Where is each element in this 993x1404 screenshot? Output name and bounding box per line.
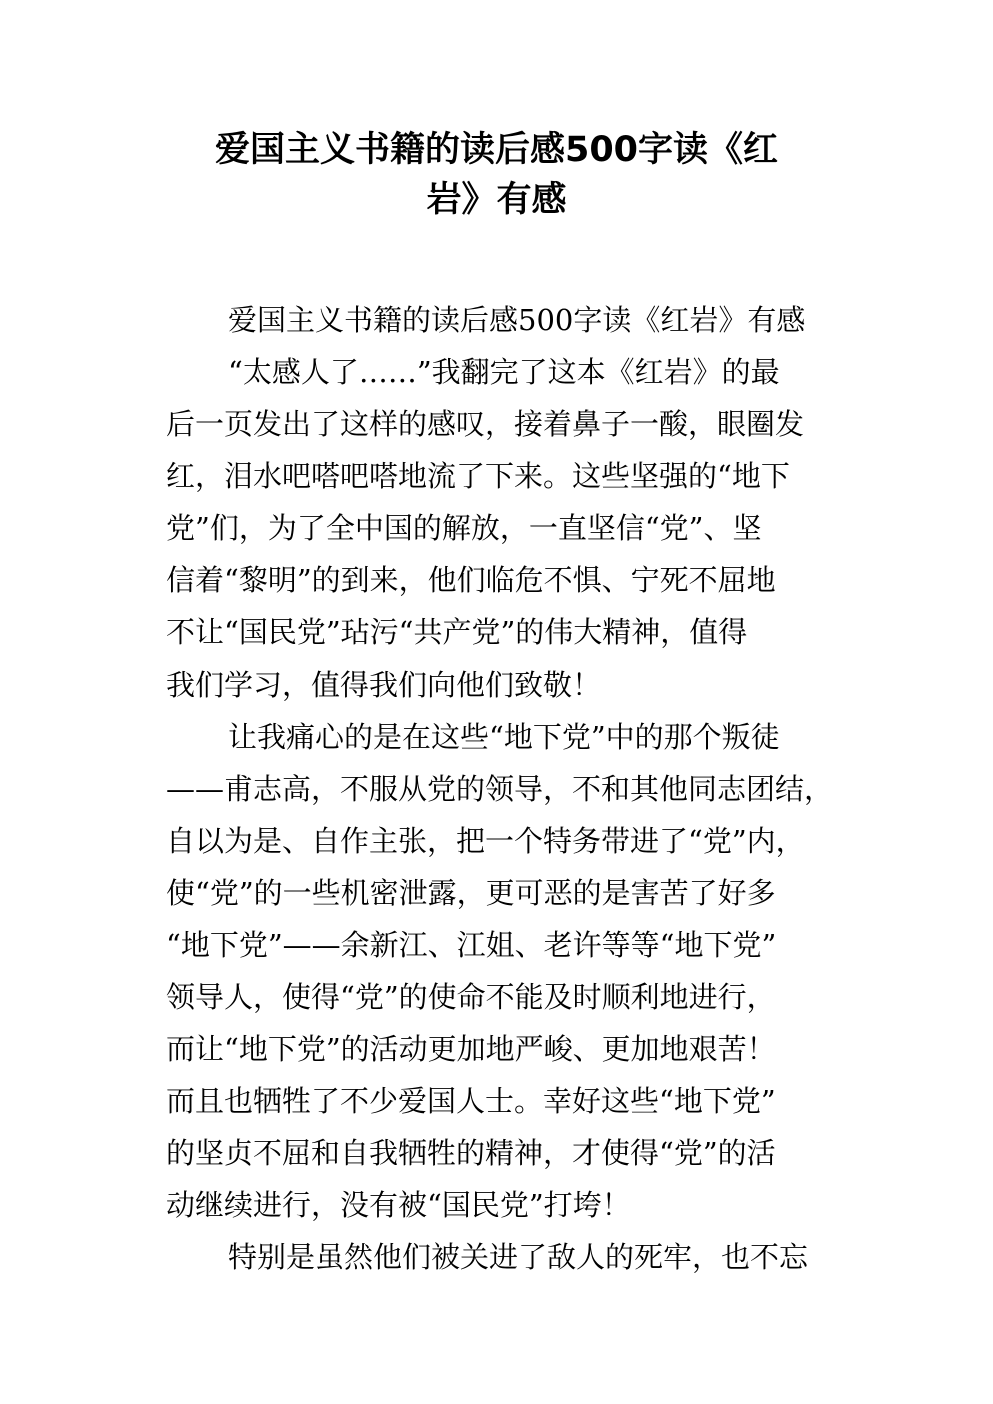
body-line: “太感人了……”我翻完了这本《红岩》的最 [228,355,780,389]
body-line: “地下党”——余新江、江姐、老许等等“地下党” [166,928,777,962]
body-line: 特别是虽然他们被关进了敌人的死牢，也不忘 [228,1240,809,1274]
body-line: ——甫志高，不服从党的领导，不和其他同志团结， [166,772,834,806]
body-line: 的坚贞不屈和自我牺牲的精神，才使得“党”的活 [166,1136,776,1170]
body-line: 后一页发出了这样的感叹，接着鼻子一酸，眼圈发 [166,407,805,441]
body-line: 自以为是、自作主张，把一个特务带进了“党”内， [166,824,805,858]
body-line: 信着“黎明”的到来，他们临危不惧、宁死不屈地 [166,563,776,597]
body-line: 爱国主义书籍的读后感500字读《红岩》有感 [228,303,806,337]
title-line-2: 岩》有感 [426,180,567,220]
body-line: 领导人，使得“党”的使命不能及时顺利地进行， [166,980,776,1014]
title-line-1: 爱国主义书籍的读后感500字读《红 [214,130,779,170]
body-line: 动继续进行，没有被“国民党”打垮！ [166,1188,631,1222]
body-line: 使“党”的一些机密泄露，更可恶的是害苦了好多 [166,876,776,910]
body-line: 而让“地下党”的活动更加地严峻、更加地艰苦！ [166,1032,776,1066]
body-line: 而且也牺牲了不少爱国人士。幸好这些“地下党” [166,1084,776,1118]
body-line: 不让“国民党”玷污“共产党”的伟大精神，值得 [166,615,748,649]
body-line: 红，泪水吧嗒吧嗒地流了下来。这些坚强的“地下 [166,459,790,493]
body-line: 我们学习，值得我们向他们致敬！ [166,668,602,702]
body-line: 让我痛心的是在这些“地下党”中的那个叛徒 [228,720,780,754]
body-line: 党”们，为了全中国的解放，一直坚信“党”、坚 [166,511,762,545]
